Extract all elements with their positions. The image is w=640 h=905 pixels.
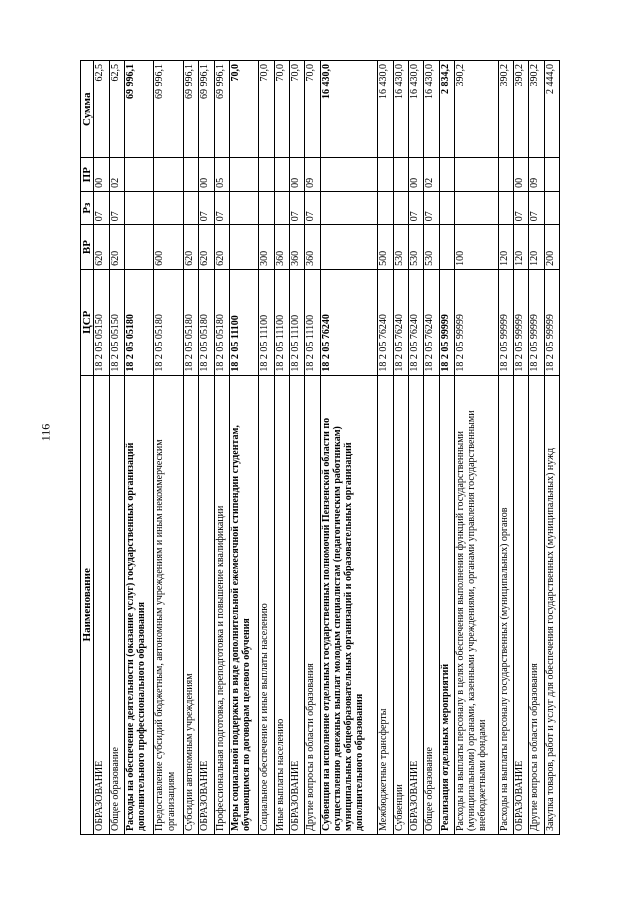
cell-csr: 18 2 05 99999 xyxy=(439,269,454,375)
cell-sum: 16 430,0 xyxy=(378,61,393,158)
table-row xyxy=(94,61,109,835)
header-pr: ПР xyxy=(81,158,94,191)
cell-csr: 18 2 05 05180 xyxy=(214,269,229,375)
cell-pr xyxy=(259,158,274,191)
cell-rz: 07 xyxy=(289,191,304,224)
cell-name: Меры социальной поддержки в виде дополнительной ежемесячной стипендии студентам, обучающимся по договорам целевого обучения xyxy=(229,375,258,834)
table-row xyxy=(289,61,304,835)
budget-table xyxy=(80,60,560,835)
cell-csr: 18 2 05 76240 xyxy=(378,269,393,375)
cell-name: Межбюджетные трансферты xyxy=(378,375,393,834)
cell-name: ОБРАЗОВАНИЕ xyxy=(513,375,528,834)
cell-name: Закупка товаров, работ и услуг для обеспечения государственных (муниципальных) нужд xyxy=(544,375,559,834)
cell-vr: 620 xyxy=(183,225,198,270)
cell-vr: 530 xyxy=(408,225,423,270)
cell-pr: 09 xyxy=(305,158,320,191)
cell-vr: 120 xyxy=(498,225,513,270)
cell-csr: 18 2 05 11100 xyxy=(305,269,320,375)
cell-sum: 62,5 xyxy=(94,61,109,158)
table-row xyxy=(229,61,258,835)
cell-vr: 360 xyxy=(305,225,320,270)
cell-name: ОБРАЗОВАНИЕ xyxy=(289,375,304,834)
cell-rz xyxy=(544,191,559,224)
cell-sum: 390,2 xyxy=(455,61,499,158)
cell-vr: 360 xyxy=(274,225,289,270)
table-row xyxy=(183,61,198,835)
table-row xyxy=(274,61,289,835)
cell-pr xyxy=(498,158,513,191)
cell-csr: 18 2 05 99999 xyxy=(455,269,499,375)
cell-vr: 620 xyxy=(199,225,214,270)
cell-sum: 70,0 xyxy=(289,61,304,158)
cell-csr: 18 2 05 99999 xyxy=(529,269,544,375)
cell-vr: 620 xyxy=(109,225,124,270)
cell-pr xyxy=(378,158,393,191)
cell-pr xyxy=(183,158,198,191)
cell-name: Общее образование xyxy=(424,375,439,834)
table-header-row xyxy=(81,61,94,835)
cell-name: Субвенции xyxy=(393,375,408,834)
cell-csr: 18 2 05 11100 xyxy=(289,269,304,375)
cell-rz xyxy=(229,191,258,224)
header-csr: ЦСР xyxy=(81,269,94,375)
cell-rz xyxy=(154,191,183,224)
cell-csr: 18 2 05 11100 xyxy=(274,269,289,375)
cell-vr: 120 xyxy=(513,225,528,270)
table-row xyxy=(544,61,559,835)
cell-vr: 620 xyxy=(214,225,229,270)
cell-name: Расходы на обеспечение деятельности (оказание услуг) государственных организаций дополнительного профессионального образования xyxy=(125,375,154,834)
cell-pr: 00 xyxy=(408,158,423,191)
cell-name: Реализация отдельных мероприятий xyxy=(439,375,454,834)
cell-pr xyxy=(393,158,408,191)
cell-name: Субвенция на исполнение отдельных государственных полномочий Пензенской области по осуществлению денежных выплат молодым специалистам (педагогическим работникам) муниципальных общеобразовательных организаций и образовательных организаций дополнительного образования xyxy=(320,375,378,834)
cell-rz xyxy=(393,191,408,224)
cell-csr: 18 2 05 05150 xyxy=(94,269,109,375)
cell-name: ОБРАЗОВАНИЕ xyxy=(94,375,109,834)
cell-pr xyxy=(439,158,454,191)
cell-name: Расходы на выплаты персоналу государственных (муниципальных) органов xyxy=(498,375,513,834)
cell-sum: 16 430,0 xyxy=(320,61,378,158)
cell-csr: 18 2 05 76240 xyxy=(320,269,378,375)
cell-name: Предоставление субсидий бюджетным, автономным учреждениям и иным некоммерческим организациям xyxy=(154,375,183,834)
cell-sum: 62,5 xyxy=(109,61,124,158)
cell-pr xyxy=(229,158,258,191)
cell-name: Социальное обеспечение и иные выплаты населению xyxy=(259,375,274,834)
cell-sum: 16 430,0 xyxy=(424,61,439,158)
cell-rz xyxy=(320,191,378,224)
cell-vr: 530 xyxy=(393,225,408,270)
cell-sum: 69 996,1 xyxy=(154,61,183,158)
cell-csr: 18 2 05 99999 xyxy=(544,269,559,375)
cell-csr: 18 2 05 05180 xyxy=(183,269,198,375)
cell-name: Общее образование xyxy=(109,375,124,834)
cell-rz xyxy=(259,191,274,224)
cell-csr: 18 2 05 76240 xyxy=(424,269,439,375)
cell-pr: 05 xyxy=(214,158,229,191)
cell-name: Субсидии автономным учреждениям xyxy=(183,375,198,834)
cell-rz xyxy=(455,191,499,224)
cell-rz xyxy=(439,191,454,224)
cell-rz xyxy=(498,191,513,224)
table-row xyxy=(125,61,154,835)
cell-vr: 620 xyxy=(94,225,109,270)
cell-csr: 18 2 05 99999 xyxy=(513,269,528,375)
header-rz: Рз xyxy=(81,191,94,224)
cell-csr: 18 2 05 05180 xyxy=(154,269,183,375)
table-row xyxy=(109,61,124,835)
cell-name: Расходы на выплаты персоналу в целях обеспечения выполнения функций государственными (муниципальными) органами, казенными учреждениями, органами управления государственными внебюджетными фондами xyxy=(455,375,499,834)
table-row xyxy=(498,61,513,835)
cell-sum: 69 996,1 xyxy=(125,61,154,158)
cell-vr xyxy=(229,225,258,270)
cell-pr xyxy=(320,158,378,191)
cell-vr xyxy=(125,225,154,270)
cell-rz: 07 xyxy=(109,191,124,224)
cell-rz: 07 xyxy=(305,191,320,224)
cell-sum: 390,2 xyxy=(513,61,528,158)
cell-csr: 18 2 05 05180 xyxy=(125,269,154,375)
cell-rz: 07 xyxy=(94,191,109,224)
cell-sum: 16 430,0 xyxy=(408,61,423,158)
cell-sum: 70,0 xyxy=(274,61,289,158)
cell-pr: 02 xyxy=(424,158,439,191)
cell-rz xyxy=(274,191,289,224)
cell-vr: 600 xyxy=(154,225,183,270)
cell-rz xyxy=(125,191,154,224)
table-row xyxy=(305,61,320,835)
cell-name: Другие вопросы в области образования xyxy=(529,375,544,834)
header-name: Наименование xyxy=(81,375,94,834)
table-row xyxy=(259,61,274,835)
table-row xyxy=(408,61,423,835)
cell-vr xyxy=(439,225,454,270)
cell-csr: 18 2 05 05180 xyxy=(199,269,214,375)
cell-sum: 2 444,0 xyxy=(544,61,559,158)
table-row xyxy=(393,61,408,835)
table-row xyxy=(154,61,183,835)
cell-name: ОБРАЗОВАНИЕ xyxy=(408,375,423,834)
header-sum: Сумма xyxy=(81,61,94,158)
cell-vr: 120 xyxy=(529,225,544,270)
cell-name: Другие вопросы в области образования xyxy=(305,375,320,834)
cell-pr: 02 xyxy=(109,158,124,191)
cell-sum: 70,0 xyxy=(305,61,320,158)
table-row xyxy=(513,61,528,835)
cell-sum: 69 996,1 xyxy=(183,61,198,158)
cell-vr: 360 xyxy=(289,225,304,270)
cell-sum: 69 996,1 xyxy=(199,61,214,158)
cell-sum: 390,2 xyxy=(529,61,544,158)
cell-pr xyxy=(274,158,289,191)
cell-sum: 70,0 xyxy=(229,61,258,158)
cell-pr xyxy=(455,158,499,191)
table-row xyxy=(378,61,393,835)
cell-csr: 18 2 05 11100 xyxy=(259,269,274,375)
cell-rz xyxy=(378,191,393,224)
cell-name: Профессиональная подготовка, переподготовка и повышение квалификации xyxy=(214,375,229,834)
cell-pr xyxy=(154,158,183,191)
cell-pr: 00 xyxy=(513,158,528,191)
cell-rz: 07 xyxy=(214,191,229,224)
cell-vr xyxy=(320,225,378,270)
cell-pr xyxy=(125,158,154,191)
cell-csr: 18 2 05 11100 xyxy=(229,269,258,375)
cell-vr: 500 xyxy=(378,225,393,270)
cell-pr: 00 xyxy=(94,158,109,191)
table-row xyxy=(529,61,544,835)
cell-sum: 16 430,0 xyxy=(393,61,408,158)
cell-pr: 00 xyxy=(289,158,304,191)
cell-rz: 07 xyxy=(424,191,439,224)
header-vr: ВР xyxy=(81,225,94,270)
cell-rz xyxy=(183,191,198,224)
cell-csr: 18 2 05 76240 xyxy=(408,269,423,375)
cell-pr: 00 xyxy=(199,158,214,191)
cell-sum: 70,0 xyxy=(259,61,274,158)
rotated-table-container xyxy=(80,60,560,835)
cell-csr: 18 2 05 05150 xyxy=(109,269,124,375)
cell-csr: 18 2 05 99999 xyxy=(498,269,513,375)
cell-pr: 09 xyxy=(529,158,544,191)
table-row xyxy=(320,61,378,835)
cell-sum: 2 834,2 xyxy=(439,61,454,158)
table-row xyxy=(214,61,229,835)
cell-name: Иные выплаты населению xyxy=(274,375,289,834)
cell-pr xyxy=(544,158,559,191)
cell-rz: 07 xyxy=(408,191,423,224)
table-body xyxy=(94,61,560,835)
table-row xyxy=(424,61,439,835)
table-row xyxy=(439,61,454,835)
page-number: 116 xyxy=(38,423,53,442)
cell-rz: 07 xyxy=(199,191,214,224)
cell-name: ОБРАЗОВАНИЕ xyxy=(199,375,214,834)
table-row xyxy=(455,61,499,835)
cell-rz: 07 xyxy=(529,191,544,224)
cell-sum: 69 996,1 xyxy=(214,61,229,158)
cell-vr: 300 xyxy=(259,225,274,270)
cell-vr: 200 xyxy=(544,225,559,270)
cell-vr: 530 xyxy=(424,225,439,270)
table-row xyxy=(199,61,214,835)
cell-rz: 07 xyxy=(513,191,528,224)
cell-csr: 18 2 05 76240 xyxy=(393,269,408,375)
cell-sum: 390,2 xyxy=(498,61,513,158)
cell-vr: 100 xyxy=(455,225,499,270)
